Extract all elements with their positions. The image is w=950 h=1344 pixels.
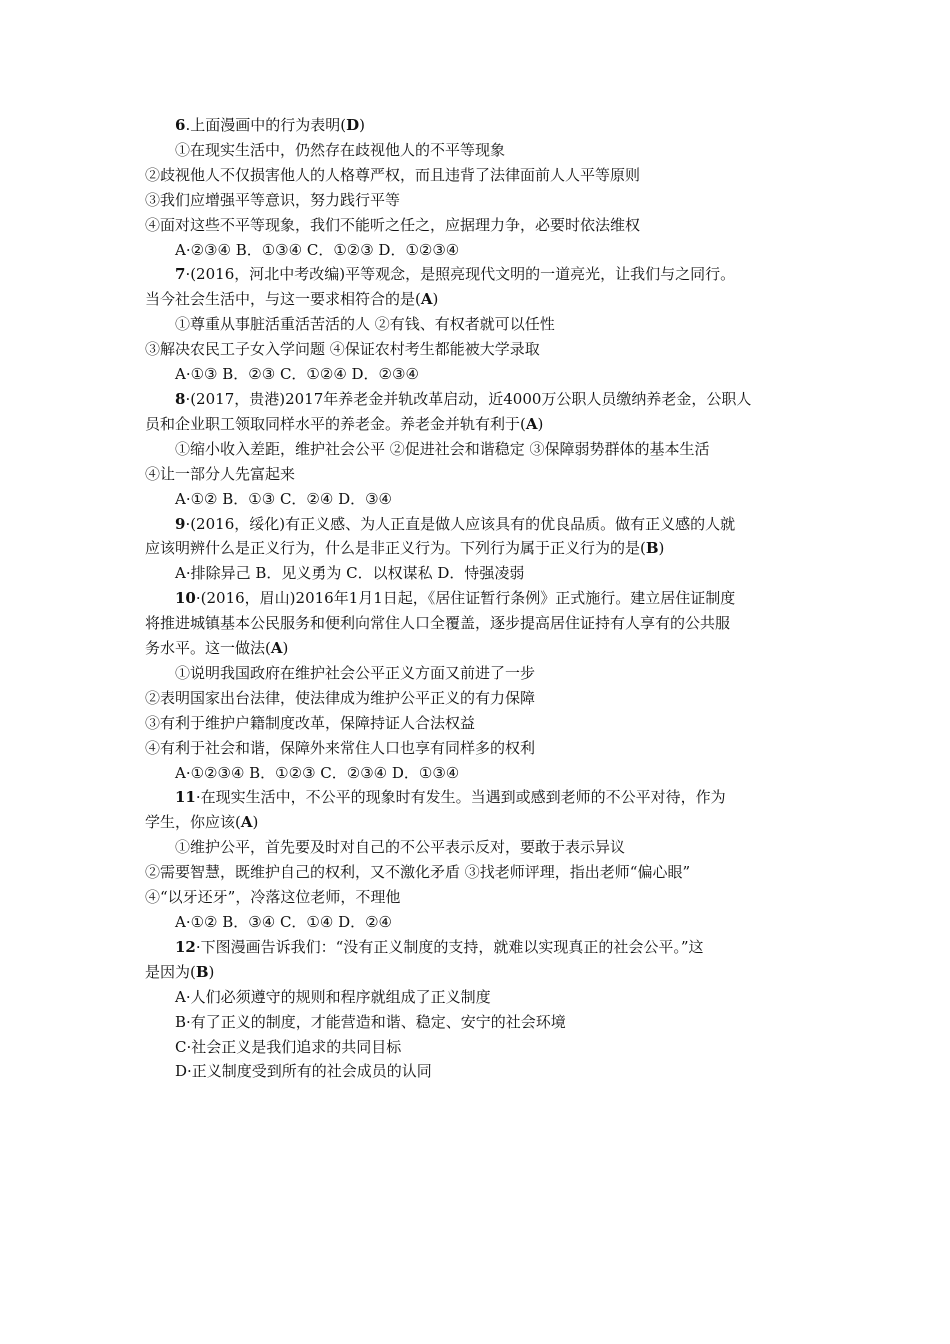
- line-text: A·①② B．③④ C．①④ D．②④: [175, 913, 393, 931]
- line-text: 务水平。这一做法(: [145, 639, 271, 658]
- text-line: [145, 810, 805, 835]
- line-text: 当今社会生活中，与这一要求相符合的是(: [145, 290, 421, 309]
- text-line: [145, 287, 805, 312]
- text-line: [145, 362, 805, 387]
- text-line: [145, 462, 805, 487]
- question-number: 6: [175, 116, 186, 134]
- text-line: [145, 910, 805, 935]
- line-text: ·下图漫画告诉我们：“没有正义制度的支持，就难以实现真正的社会公平。”这: [195, 937, 704, 956]
- text-line: [145, 163, 805, 188]
- text-line: [145, 138, 805, 163]
- text-line: [145, 536, 805, 561]
- line-text: .上面漫画中的行为表明(: [185, 116, 347, 134]
- question-number: 9: [175, 514, 186, 533]
- closing-paren: ): [658, 539, 665, 558]
- text-line: [145, 262, 805, 287]
- text-line: [145, 960, 805, 985]
- line-text: A·人们必须遵守的规则和程序就组成了正义制度: [175, 987, 491, 1006]
- line-text: ①尊重从事脏活重活苦活的人 ②有钱、有权者就可以任性: [175, 315, 555, 334]
- text-line: [145, 586, 805, 611]
- line-text: ③解决农民工子女入学问题 ④保证农村考生都能被大学录取: [145, 340, 540, 359]
- line-text: C·社会正义是我们追求的共同目标: [175, 1037, 402, 1056]
- text-line: [145, 736, 805, 761]
- question-number: 12: [175, 937, 196, 956]
- line-text: 应该明辨什么是正义行为，什么是非正义行为。下列行为属于正义行为的是(: [145, 539, 646, 558]
- line-text: B·有了正义的制度，才能营造和谐、稳定、安宁的社会环境: [175, 1012, 566, 1031]
- closing-paren: ): [252, 813, 259, 832]
- line-text: 学生，你应该(: [145, 813, 241, 832]
- line-text: ·(2017，贵港)2017年养老金并轨改革启动，近4000万公职人员缴纳养老金，公职人: [185, 389, 752, 408]
- text-line: [145, 686, 805, 711]
- line-text: ·(2016，河北中考改编)平等观念，是照亮现代文明的一道亮光，让我们与之同行。: [185, 265, 736, 284]
- line-text: D·正义制度受到所有的社会成员的认同: [175, 1062, 432, 1081]
- answer-letter: A: [270, 639, 283, 658]
- text-line: [145, 761, 805, 786]
- line-text: ②表明国家出台法律，使法律成为维护公平正义的有力保障: [145, 688, 536, 707]
- closing-paren: ): [282, 639, 289, 658]
- answer-letter: A: [420, 290, 433, 309]
- question-number: 7: [175, 265, 186, 284]
- closing-paren: ): [432, 290, 439, 309]
- line-text: 将推进城镇基本公民服务和便利向常住人口全覆盖，逐步提高居住证持有人享有的公共服: [145, 614, 731, 633]
- line-text: ·(2016，眉山)2016年1月1日起，《居住证暂行条例》正式施行。建立居住证制度: [195, 589, 736, 608]
- text-line: [145, 561, 805, 586]
- line-text: ④面对这些不平等现象，我们不能听之任之，应据理力争，必要时依法维权: [145, 215, 641, 234]
- text-line: [145, 337, 805, 362]
- closing-paren: ): [208, 962, 215, 981]
- text-line: [145, 860, 805, 885]
- line-text: ④“以牙还牙”，冷落这位老师，不理他: [145, 888, 401, 907]
- line-text: 员和企业职工领取同样水平的养老金。养老金并轨有利于(: [145, 414, 526, 433]
- text-line: [145, 1035, 805, 1060]
- answer-letter: D: [346, 116, 360, 134]
- answer-letter: B: [195, 962, 209, 981]
- line-text: A·①② B．①③ C．②④ D．③④: [175, 489, 393, 508]
- line-text: ④让一部分人先富起来: [145, 464, 296, 483]
- question-number: 10: [175, 589, 196, 608]
- answer-letter: A: [525, 414, 538, 433]
- line-text: A·①②③④ B．①②③ C．②③④ D．①③④: [175, 763, 460, 782]
- text-line: [145, 1010, 805, 1035]
- text-line: [145, 312, 805, 337]
- text-line: [145, 188, 805, 213]
- line-text: ②需要智慧，既维护自己的权利，又不激化矛盾 ③找老师评理，指出老师“偏心眼”: [145, 863, 691, 882]
- text-line: [145, 636, 805, 661]
- line-text: ①维护公平，首先要及时对自己的不公平表示反对，要敢于表示异议: [175, 838, 626, 857]
- text-line: [145, 512, 805, 537]
- line-text: ①在现实生活中，仍然存在歧视他人的不平等现象: [175, 140, 506, 159]
- text-line: [145, 487, 805, 512]
- text-line: [145, 238, 805, 263]
- answer-letter: B: [645, 539, 659, 558]
- document-page: [145, 113, 805, 1084]
- line-text: ·(2016，绥化)有正义感、为人正直是做人应该具有的优良品质。做有正义感的人就: [185, 514, 736, 533]
- text-line: [145, 113, 805, 138]
- text-line: [145, 1059, 805, 1084]
- text-line: [145, 935, 805, 960]
- answer-letter: A: [240, 813, 253, 832]
- question-number: 11: [175, 788, 196, 807]
- text-line: [145, 437, 805, 462]
- text-line: [145, 785, 805, 810]
- line-text: A·①③ B．②③ C．①②④ D．②③④: [175, 365, 419, 384]
- text-line: [145, 711, 805, 736]
- line-text: ①说明我国政府在维护社会公平正义方面又前进了一步: [175, 663, 536, 682]
- text-line: [145, 835, 805, 860]
- line-text: 是因为(: [145, 962, 196, 981]
- text-line: [145, 213, 805, 238]
- line-text: ·在现实生活中，不公平的现象时有发生。当遇到或感到老师的不公平对待，作为: [195, 788, 726, 807]
- line-text: ④有利于社会和谐，保障外来常住人口也享有同样多的权利: [145, 738, 536, 757]
- line-text: A·排除异己 B．见义勇为 C．以权谋私 D．恃强凌弱: [175, 564, 525, 583]
- text-line: [145, 985, 805, 1010]
- text-line: [145, 412, 805, 437]
- question-number: 8: [175, 389, 186, 408]
- text-line: [145, 387, 805, 412]
- text-line: [145, 661, 805, 686]
- closing-paren: ): [537, 414, 544, 433]
- text-line: [145, 611, 805, 636]
- text-line: [145, 885, 805, 910]
- line-text: A·②③④ B．①③④ C．①②③ D．①②③④: [175, 240, 460, 259]
- line-text: ③我们应增强平等意识，努力践行平等: [145, 190, 401, 209]
- line-text: ②歧视他人不仅损害他人的人格尊严权，而且违背了法律面前人人平等原则: [145, 165, 641, 184]
- closing-paren: ): [359, 116, 365, 134]
- line-text: ①缩小收入差距，维护社会公平 ②促进社会和谐稳定 ③保障弱势群体的基本生活: [175, 439, 710, 458]
- line-text: ③有利于维护户籍制度改革，保障持证人合法权益: [145, 713, 476, 732]
